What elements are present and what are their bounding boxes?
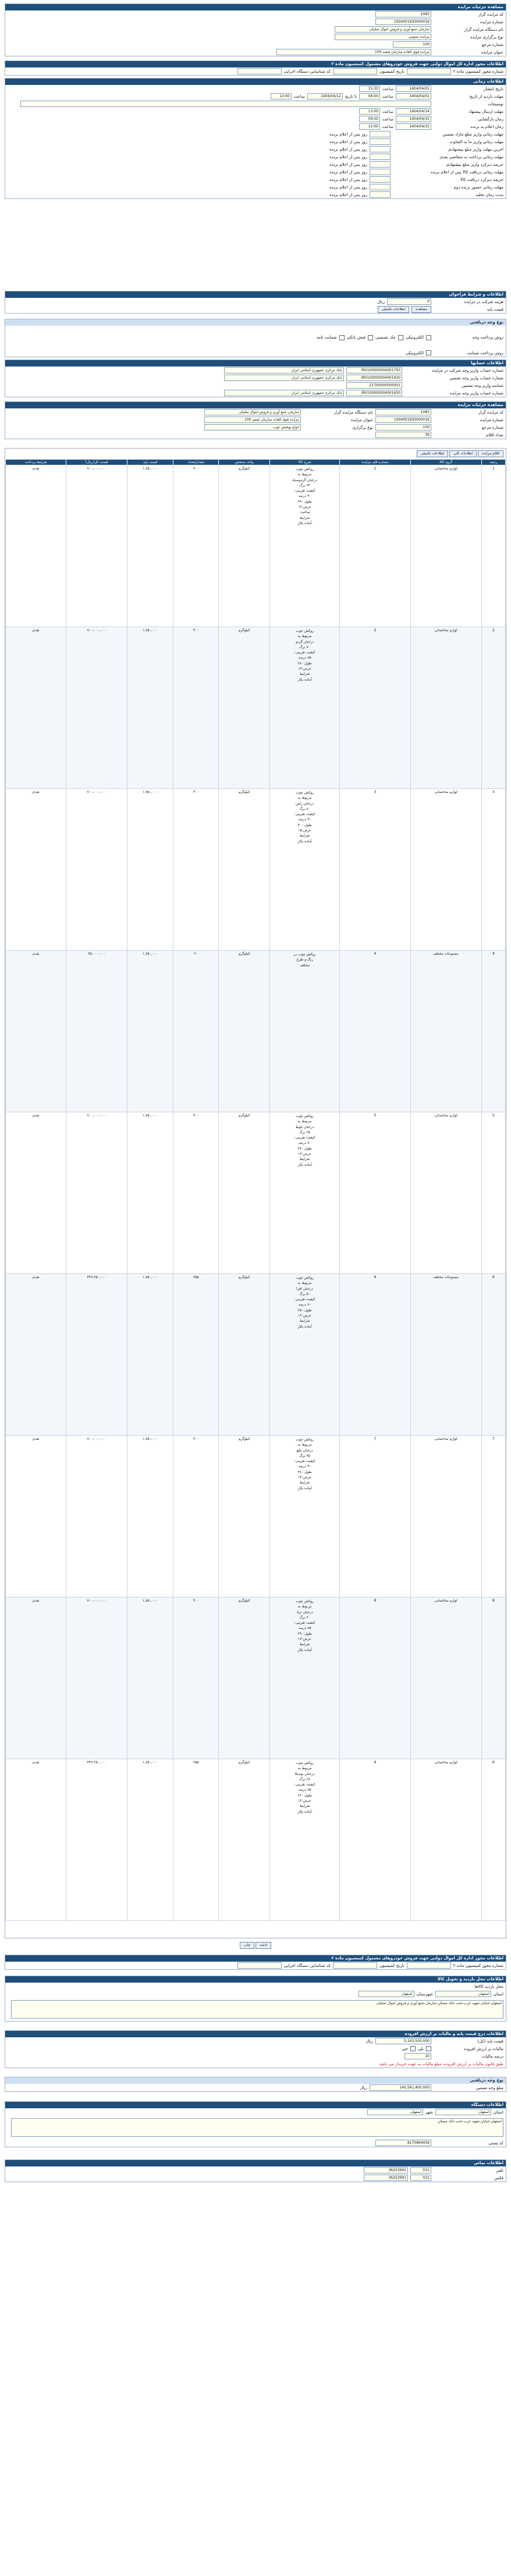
cell-total: ۷۰۰,۰۰۰,۰۰۰: [66, 465, 127, 627]
items-panel: [5, 448, 506, 1938]
cell-price: ۱,۷۵۰,۰۰۰: [127, 465, 173, 627]
method-label: روش پرداخت وجه: [472, 335, 503, 340]
deposit-panel: [5, 291, 506, 314]
deadline-label: مهلت زمانی واریز مبلغ مازاد تضمین: [442, 131, 503, 137]
account1-bank: بانک مرکزی جمهوری اسلامی ایران: [224, 367, 344, 373]
cell-pay: نقدی: [6, 789, 66, 951]
cell-desc: روکش چوب مربوط به درختان گردو ۷۰ برگ کیفیت تقریبی: ۸۵ درصد طول:۲۸۰ عرض:۱۳ شرایط آماده بکار: [269, 627, 339, 789]
cell-item: 2: [340, 627, 410, 789]
receipt-label: فیش بانکی: [346, 335, 365, 340]
license-no-field: [407, 68, 451, 74]
phone-area-field: 031: [410, 2167, 431, 2173]
deadline-days-field: [370, 161, 391, 168]
details-code-label: کد مزایده گزار: [478, 410, 503, 415]
notes-label: توضیحات: [488, 101, 503, 106]
deadline-row: [5, 161, 506, 168]
details-type-field: انواع پوشش چوب: [204, 424, 301, 430]
column-header: واحد سنجش: [219, 460, 269, 465]
details-count-field: 39: [375, 432, 431, 438]
table-row: [6, 1436, 506, 1597]
deadline-days-field: [370, 154, 391, 160]
deadline-row: [5, 183, 506, 191]
base-price-field: 5,143,500,000: [375, 2038, 431, 2044]
cell-desc: روکش چوب مربوط به درختان توسکا ۶۸ برگ کیفیت تقریبی: ۸۵ درصد طول:۲۶۰ عرض:۱۲ شرایط آماده بکار: [269, 1759, 339, 1921]
visit-to-field: 1404/04/12: [307, 93, 343, 99]
table-row: [6, 465, 506, 627]
deadline-label: مهلت زمانی دریافت کالا پس از اعلام برنده: [431, 169, 503, 175]
cell-price: ۱,۷۵۰,۰۰۰: [127, 1436, 173, 1597]
deadline-row: [5, 191, 506, 198]
table-row: [6, 1759, 506, 1921]
details-panel: [5, 401, 506, 439]
details-subject-field: مزایده فوق العاده سازمان شعبه 100: [204, 417, 301, 423]
deadline-row: [5, 168, 506, 176]
cell-qty: ۴۰۰: [173, 1112, 219, 1274]
deposit-title: اطلاعات و شرایط فراخوان: [5, 291, 506, 298]
unit-province-field: اصفهان: [435, 2109, 491, 2115]
hour-label: ساعت: [382, 86, 393, 91]
vat-no-radio[interactable]: [410, 2046, 416, 2051]
dates-panel: [5, 78, 506, 199]
type-label: نوع برگزاری مزایده: [470, 34, 503, 40]
submit-time-field: 13:00: [359, 108, 380, 115]
notes-field: [20, 101, 431, 107]
bid-label: قیمت پایه: [487, 307, 503, 312]
cell-pay: نقدی: [6, 1597, 66, 1759]
open-label: زمان بازگشایی: [478, 116, 503, 122]
currency-label: ریال: [360, 2085, 367, 2090]
contact-panel: [5, 2159, 506, 2182]
cell-unit: کیلوگرم: [219, 465, 269, 627]
cell-qty: ۴۰۰: [173, 465, 219, 627]
unit-title: اطلاعات دستگاه: [5, 2102, 506, 2108]
table-row: [6, 1274, 506, 1436]
account3-field: 21700000000001: [346, 382, 402, 389]
phone-field: 36253991: [364, 2167, 408, 2173]
announce-label: زمان اعلام به برنده: [470, 124, 503, 129]
deadline-days-field: [370, 176, 391, 183]
payment-title: نوع وجه دریافتی: [5, 319, 506, 326]
vat-label: مالیات بر ارزش افزوده: [464, 2046, 503, 2051]
base-price-label: قیمت پایه (کل): [477, 2038, 503, 2044]
auction-type-field: مزایده عمومی: [335, 34, 431, 40]
city-label: شهرستان: [416, 1991, 433, 1997]
unit-city-label: شهر: [425, 2109, 433, 2115]
tab-bar: [5, 449, 506, 459]
deadline-unit: روز پس از اعلام برنده: [329, 139, 367, 144]
cell-pay: نقدی: [6, 1274, 66, 1436]
guarantee-method-value: الکترونیکی: [405, 350, 424, 355]
cell-item: 7: [340, 1436, 410, 1597]
deadline-row: [5, 138, 506, 145]
cell-price: ۱,۷۵۰,۰۰۰: [127, 627, 173, 789]
org-name-field: سازمان جمع آوری و فروش اموال تملیکی: [335, 26, 431, 33]
cheque-label: چک تضمینی: [375, 335, 396, 340]
details-number-label: شماره مزایده: [480, 417, 503, 422]
location-title: اطلاعات محل بازدید و تحویل کالا: [5, 1976, 506, 1983]
account4-label: شماره حساب واریز وجه مزایده: [449, 390, 503, 396]
dates-title: اطلاعات زمانی: [5, 79, 506, 85]
cell-pay: نقدی: [6, 1436, 66, 1597]
fax-field: 36253991: [364, 2175, 408, 2181]
account2-bank: بانک مرکزی جمهوری اسلامی ایران: [224, 375, 344, 381]
location-panel: [5, 1976, 506, 2022]
unit-province-label: استان: [493, 2109, 503, 2115]
visit-to-time-field: 13:00: [271, 93, 292, 99]
contact-title: اطلاعات تماس: [5, 2160, 506, 2166]
deadline-days-field: [370, 191, 391, 198]
cell-desc: روکش چوب مربوط به درختان ملچ ۷۵ برگ کیفیت تقریبی: ۹۰ درصد طول:۲۸۰ عرض:۱۴ شرایط آماده بکار: [269, 1436, 339, 1597]
bottom-license-panel: [5, 1955, 506, 1970]
bottom-commission-date-label: تاریخ کمیسیون: [379, 1963, 404, 1968]
guarantee-electronic-checkbox[interactable]: [426, 350, 431, 355]
cell-desc: روکش چوب در رنگ و طرح مختلف: [269, 951, 339, 1112]
bottom-license-no-label: شماره مجوز کمیسیون ماده ۲: [453, 1963, 503, 1968]
details-subject-label: عنوان مزایده: [350, 417, 373, 422]
cell-group: مصنوعات مختلف: [410, 951, 481, 1112]
cell-total: ۷۰۰,۰۰۰,۰۰۰: [66, 789, 127, 951]
visit-from-time-field: 08:00: [359, 93, 380, 99]
column-header: قیمت پایه: [127, 460, 173, 465]
cell-unit: کیلوگرم: [219, 1436, 269, 1597]
currency-label: ریال: [365, 2038, 373, 2044]
deadline-unit: روز پس از اعلام برنده: [329, 162, 367, 167]
cell-qty: ۲۰: [173, 951, 219, 1112]
account1-field: IR0100000004001750: [346, 367, 402, 373]
deadline-unit: روز پس از اعلام برنده: [329, 184, 367, 190]
announce-date-field: 1404/04/15: [396, 123, 431, 130]
cell-qty: ۴۰۰: [173, 789, 219, 951]
cell-item: 4: [340, 951, 410, 1112]
column-header: شماره قلم مزایده: [340, 460, 410, 465]
postal-field: 8175894436: [375, 2140, 431, 2146]
items-table: [5, 459, 506, 1921]
fee-label: هزینه شرکت در مزایده: [464, 299, 503, 304]
bottom-license-title: اطلاعات مجوز اداره کل اموال دولتی جهت فروش خودروهای مشمول کمیسیون ماده ۲: [5, 1955, 506, 1962]
accounts-title: اطلاعات حسابها: [5, 360, 506, 367]
continue-button[interactable]: ادامه: [256, 1942, 271, 1949]
account1-label: شماره حساب واریز وجه شرکت در مزایده: [432, 368, 503, 373]
cell-group: لوازم ساختمانی: [410, 1112, 481, 1274]
cell-price: ۱,۷۵۰,۰۰۰: [127, 789, 173, 951]
vat-rate-label: درصد مالیات: [481, 2054, 503, 2059]
deadline-label: مدت زمان تخلیه: [475, 192, 503, 197]
cell-pay: نقدی: [6, 465, 66, 627]
electronic-checkbox[interactable]: [426, 335, 431, 340]
column-header: شرایط پرداخت: [6, 460, 66, 465]
cell-no: 2: [481, 627, 505, 789]
cell-price: ۱,۷۵۰,۰۰۰: [127, 951, 173, 1112]
cell-no: 8: [481, 1597, 505, 1759]
province-field: اصفهان: [435, 1991, 491, 1997]
fax-area-field: 031: [410, 2175, 431, 2181]
cell-group: لوازم ساختمانی: [410, 789, 481, 951]
table-body: [6, 465, 506, 1921]
cell-item: 3: [340, 789, 410, 951]
cell-qty: ۴۰۰: [173, 627, 219, 789]
cell-total: ۴۴۶,۲۵۰,۰۰۰: [66, 1274, 127, 1436]
bottom-exec-code-label: کد شناسایی دستگاه اجرایی: [283, 1963, 331, 1968]
fee-field: 0: [387, 298, 431, 305]
details-title: مشاهده جزئیات مزایده: [5, 402, 506, 408]
code-label: کد مزایده گزار: [478, 12, 503, 17]
cell-price: ۱,۷۵۰,۰۰۰: [127, 1597, 173, 1759]
auction-number-field: 1004001830000016: [375, 19, 431, 25]
cell-desc: روکش چوب مربوط به درختان نراد ۶۰ برگ کیفیت تقریبی: ۸۵ درصد طول:۲۹۰ عرض:۱۳ شرایط آماده بکار: [269, 1597, 339, 1759]
column-header: شرح کالا: [269, 460, 339, 465]
deadline-unit: روز پس از اعلام برنده: [329, 147, 367, 152]
account4-field: IR0100000004001650: [346, 390, 402, 396]
deadline-row: [5, 145, 506, 153]
cell-no: 6: [481, 1274, 505, 1436]
guarantee-panel: [5, 2077, 506, 2092]
account4-bank: بانک مرکزی جمهوری اسلامی ایران: [224, 390, 344, 396]
vat-note: طبق قانون مالیات بر ارزش افزوده، مبلغ مالیات به عهده خریدار می باشد: [379, 2061, 503, 2066]
deadline-days-field: [370, 184, 391, 190]
financial-title: اطلاعات درج قیمت پایه و مالیات بر ارزش افزوده: [5, 2031, 506, 2037]
deadline-label: مهلت زمانی حضور برنده دوم: [453, 184, 503, 190]
tab-extra[interactable]: اطلاعات تکمیلی: [417, 450, 448, 457]
guarantee-letter-label: ضمانت نامه: [316, 335, 337, 340]
column-header: مقدار/تعداد: [173, 460, 219, 465]
license-title: اطلاعات مجوز اداره کل اموال دولتی جهت فروش خودروهای مشمول کمیسیون ماده ۲: [5, 61, 506, 67]
cell-total: ۳۵,۰۰۰,۰۰۰: [66, 951, 127, 1112]
details-name-field: سازمان جمع آوری و فروش اموال تملیکی: [204, 409, 301, 415]
cell-qty: ۲۵۵: [173, 1759, 219, 1921]
column-header: گروه کالا: [410, 460, 481, 465]
table-header: [6, 460, 506, 465]
cell-group: مصنوعات مختلف: [410, 1274, 481, 1436]
cell-price: ۱,۷۵۰,۰۰۰: [127, 1274, 173, 1436]
cell-pay: نقدی: [6, 1112, 66, 1274]
publish-time-field: 15:30: [359, 86, 380, 92]
guarantee-amount-field: 140,561,400,000: [370, 2084, 431, 2091]
deadline-label: اخرین مهلت واریز مبلغ پیشنهادی: [448, 147, 503, 152]
cell-price: ۱,۷۵۰,۰۰۰: [127, 1112, 173, 1274]
vat-yes-radio[interactable]: [426, 2046, 431, 2051]
cell-no: 3: [481, 789, 505, 951]
deadline-days-field: [370, 138, 391, 145]
unit-panel: [5, 2101, 506, 2147]
bottom-license-no-field: [407, 1962, 451, 1969]
deadline-unit: روز پس از اعلام برنده: [329, 169, 367, 175]
cell-item: 1: [340, 465, 410, 627]
details-ref-label: شماره مرجع: [482, 425, 503, 430]
cell-total: ۷۰۰,۰۰۰,۰۰۰: [66, 1436, 127, 1597]
cell-item: 9: [340, 1759, 410, 1921]
cell-group: لوازم ساختمانی: [410, 1597, 481, 1759]
cell-no: 4: [481, 951, 505, 1112]
publish-date-field: 1404/04/01: [396, 86, 431, 92]
unit-city-field: اصفهان: [367, 2109, 423, 2115]
cell-group: لوازم ساختمانی: [410, 1436, 481, 1597]
cell-pay: نقدی: [6, 627, 66, 789]
number-label: شماره مزایده: [480, 19, 503, 24]
table-row: [6, 627, 506, 789]
section-title: مشاهده جزئیات مزایده: [5, 4, 506, 10]
receipt-checkbox[interactable]: [368, 335, 373, 340]
electronic-label: الکترونیکی: [405, 335, 424, 340]
deadline-row: [5, 176, 506, 183]
cell-pay: نقدی: [6, 951, 66, 1112]
deadline-label: جریمه دیرکرد دریافت کالا: [460, 177, 503, 182]
license-panel: [5, 61, 506, 76]
deadline-days-field: [370, 146, 391, 152]
hour-label: ساعت: [293, 94, 305, 99]
cell-total: ۷۰۰,۰۰۰,۰۰۰: [66, 627, 127, 789]
ref-label: شماره مرجع: [482, 42, 503, 47]
address-field: اصفهان-خیابان شهید عرب-جنب بانک مسکن-سازمان جمع آوری و فروش اموال تملیکی: [11, 2000, 503, 2019]
details-number-field: 1004001830000016: [375, 417, 431, 423]
guarantee-amount-label: مبلغ وجه تضمین: [475, 2085, 503, 2090]
cell-no: 7: [481, 1436, 505, 1597]
guarantee-letter-checkbox[interactable]: [339, 335, 345, 340]
cell-unit: کیلوگرم: [219, 1274, 269, 1436]
publish-label: تاریخ انتشار: [484, 86, 503, 91]
cell-unit: کیلوگرم: [219, 1759, 269, 1921]
footer-buttons: [0, 1942, 511, 1949]
subject-label: عنوان مزایده: [481, 49, 503, 55]
announce-time-field: 12:00: [359, 123, 380, 130]
cell-unit: کیلوگرم: [219, 951, 269, 1112]
view-button[interactable]: مشاهده: [411, 306, 431, 313]
account2-field: IR0100000004001920: [346, 375, 402, 381]
bottom-commission-date-field: [333, 1962, 377, 1969]
fax-label: فکس: [494, 2175, 503, 2180]
cell-unit: کیلوگرم: [219, 1597, 269, 1759]
location-label: محل بازدید کالاها: [474, 1984, 503, 1989]
deadline-unit: روز پس از اعلام برنده: [329, 154, 367, 159]
currency-label: ریال: [377, 299, 385, 304]
accounts-panel: [5, 360, 506, 397]
payment-panel: [5, 319, 506, 357]
postal-label: کد پستی: [488, 2140, 503, 2146]
cell-desc: روکش چوب مربوط به درختان گردوسیاه ۶۳ برگ کیفیت تقریبی: ۹۰ درصد طول:۲۹۰ عرض:۱۲ ساخت: شرایط آماده بکار: [269, 465, 339, 627]
hour-label: ساعت: [382, 116, 393, 122]
details-type-label: نوع برگزاری: [352, 425, 373, 430]
cell-qty: ۴۰۰: [173, 1597, 219, 1759]
hour-label: ساعت: [382, 94, 393, 99]
details-code-field: 1083: [375, 409, 431, 415]
guarantee-method-label: روش پرداخت ضمانت: [467, 350, 503, 355]
cell-qty: ۴۰۰: [173, 1436, 219, 1597]
cell-group: لوازم ساختمانی: [410, 1759, 481, 1921]
account3-label: شناسه واریز وجه تضمین: [462, 383, 503, 388]
cell-item: 6: [340, 1274, 410, 1436]
deadline-days-field: [370, 131, 391, 137]
cheque-checkbox[interactable]: [398, 335, 403, 340]
visit-label: مهلت بازدید از تاریخ: [469, 94, 503, 99]
cell-total: ۴۴۶,۲۵۰,۰۰۰: [66, 1759, 127, 1921]
deadline-unit: روز پس از اعلام برنده: [329, 192, 367, 197]
hour-label: ساعت: [382, 124, 393, 129]
commission-date-label: تاریخ کمیسیون: [379, 69, 404, 74]
until-label: تا تاریخ: [345, 94, 357, 99]
cell-total: ۷۰۰,۰۰۰,۰۰۰: [66, 1597, 127, 1759]
exec-code-label: کد شناسایی دستگاه اجرایی: [283, 69, 331, 74]
cell-unit: کیلوگرم: [219, 627, 269, 789]
cell-total: ۷۰۰,۰۰۰,۰۰۰: [66, 1112, 127, 1274]
vat-no-label: خیر: [402, 2046, 408, 2051]
deadline-label: مهلت زمانی واریز ما به التفاوت: [449, 139, 503, 144]
column-header: قیمت کل(ریال): [66, 460, 127, 465]
hour-label: ساعت: [382, 109, 393, 114]
cell-no: 1: [481, 465, 505, 627]
license-no-label: شماره مجوز کمیسیون ماده ۲: [453, 69, 503, 74]
cell-no: 9: [481, 1759, 505, 1921]
cell-qty: ۲۵۵: [173, 1274, 219, 1436]
cell-desc: روکش چوب مربوط به درختان افرا ۵۰ برگ کیفیت تقریبی: ۸۰ درصد طول:۲۵۰ عرض:۱۲ شرایط آماده بکار: [269, 1274, 339, 1436]
account2-label: شماره حساب واریز وجه تضمین: [449, 375, 503, 380]
exec-code-field: [237, 68, 282, 74]
guarantee-title: نوع وجه دریافتی: [5, 2077, 506, 2084]
auctioneer-code-field: 1083: [375, 11, 431, 17]
open-time-field: 09:00: [359, 116, 380, 122]
tab-general[interactable]: اطلاعات کلی: [449, 450, 477, 457]
vat-rate-field: 10: [404, 2053, 431, 2059]
cell-price: ۱,۷۵۰,۰۰۰: [127, 1759, 173, 1921]
tab-items[interactable]: اقلام مزایده: [478, 450, 503, 457]
visit-from-field: 1404/04/01: [396, 93, 431, 99]
auction-subject-field: مزایده فوق العاده سازمان شعبه 100: [276, 49, 431, 55]
deadline-days-field: [370, 169, 391, 175]
ref-number-field: 100: [393, 41, 431, 48]
open-date-field: 1404/04/15: [396, 116, 431, 122]
deadline-unit: روز پس از اعلام برنده: [329, 177, 367, 182]
cell-item: 5: [340, 1112, 410, 1274]
cell-group: لوازم ساختمانی: [410, 627, 481, 789]
submit-date-field: 1404/04/14: [396, 108, 431, 115]
city-field: اصفهان: [359, 1991, 414, 1997]
table-row: [6, 789, 506, 951]
print-button[interactable]: چاپ: [240, 1942, 254, 1949]
vat-yes-label: بلی: [417, 2046, 424, 2051]
financial-panel: [5, 2030, 506, 2068]
column-header: ردیف: [481, 460, 505, 465]
name-label: نام دستگاه مزایده گزار: [464, 27, 503, 32]
submit-label: مهلت ارسال پیشنهاد: [469, 109, 503, 114]
table-row: [6, 1112, 506, 1274]
commission-date-field: [333, 68, 377, 74]
auction-info-panel: [5, 3, 506, 56]
deadline-label: مهلت زمانی پرداخت به متقاضی بعدی: [439, 154, 503, 159]
deadline-row: [5, 153, 506, 161]
deadline-unit: روز پس از اعلام برنده: [329, 131, 367, 137]
cell-item: 8: [340, 1597, 410, 1759]
deadline-list: [5, 130, 506, 198]
cell-unit: کیلوگرم: [219, 1112, 269, 1274]
extra-info-button[interactable]: اطلاعات تکمیلی: [378, 306, 409, 313]
deadline-row: [5, 130, 506, 138]
deadline-label: جریمه دیرکرد واریز مبلغ پیشنهادی: [446, 162, 503, 167]
unit-address-field: اصفهان-خیابان شهید عرب-جنب بانک مسکن: [11, 2118, 503, 2137]
cell-unit: کیلوگرم: [219, 789, 269, 951]
table-row: [6, 951, 506, 1112]
cell-pay: نقدی: [6, 1759, 66, 1921]
province-label: استان: [493, 1991, 503, 1997]
cell-group: لوازم ساختمانی: [410, 465, 481, 627]
details-ref-field: 100: [375, 424, 431, 430]
cell-desc: روکش چوب مربوط به درختان راش ۸۰ برگ کیفیت تقریبی: ۹۰ درصد طول:۳۰۰ عرض:۱۵ شرایط آماده بکار: [269, 789, 339, 951]
details-count-label: تعداد اقلام: [485, 432, 503, 437]
table-row: [6, 1597, 506, 1759]
cell-desc: روکش چوب مربوط به درختان بلوط ۶۵ برگ کیفیت تقریبی: ۸۰ درصد طول:۲۷۰ عرض:۱۲ شرایط آماده بکار: [269, 1112, 339, 1274]
phone-label: تلفن: [495, 2168, 503, 2173]
bottom-exec-code-field: [237, 1962, 282, 1969]
cell-no: 5: [481, 1112, 505, 1274]
details-name-label: نام دستگاه مزایده گزار: [333, 410, 373, 415]
